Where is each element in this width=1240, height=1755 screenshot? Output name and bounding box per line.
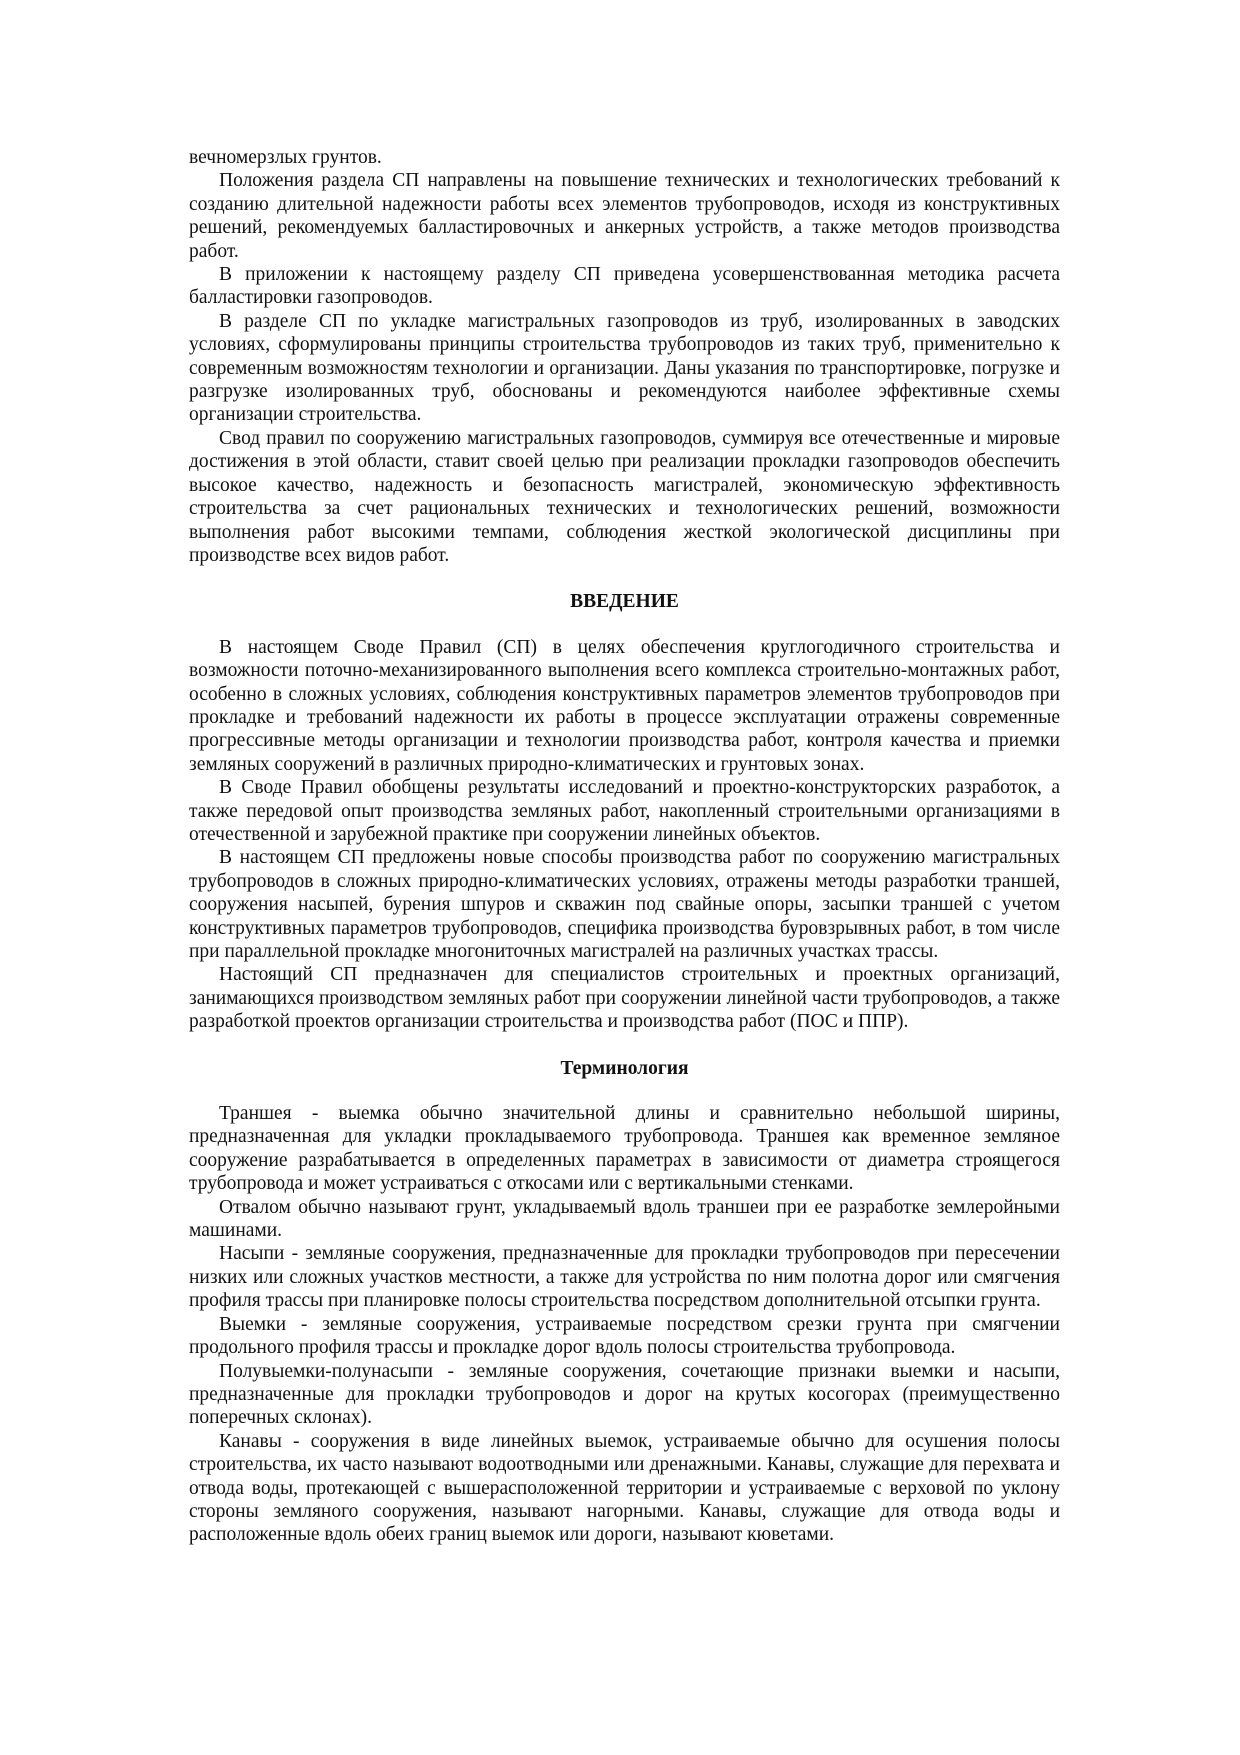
paragraph: В Своде Правил обобщены результаты исследований и проектно-конструкторских разработок, а также передовой опыт производства земляных работ, накопленный строительными организациями в отечественной и зарубежной практике при сооружении линейных объектов. [189,777,1060,845]
term-definition: Полувыемки-полунасыпи - земляные сооружения, сочетающие признаки выемки и насыпи, предназначенные для прокладки трубопроводов и дорог на крутых косогорах (преимущественно поперечных склонах). [189,1360,1060,1429]
paragraph: Свод правил по сооружению магистральных газопроводов, суммируя все отечественные и мировые достижения в этой области, ставит своей целью при реализации прокладки газопроводов обеспечить высокое качество, надежность и безопасность магистралей, экономическую эффективность строительства за счет рациональных технических и технологических решений, возможности выполнения работ высокими темпами, соблюдения жесткой экологической дисциплины при производстве всех видов работ. [189,427,1060,566]
term-definition: Канавы - сооружения в виде линейных выемок, устраиваемые обычно для осушения полосы строительства, их часто называют водоотводными или дренажными. Канавы, служащие для перехвата и отвода воды, протекающей с вышерасположенной территории и устраиваемые с верховой по уклону стороны земляного сооружения, называют нагорными. Канавы, служащие для отвода воды и расположенные вдоль обеих границ выемок или дороги, называют кюветами. [189,1430,1060,1546]
section-heading-terminology: Терминология [560,1057,689,1079]
paragraph: В настоящем СП предложены новые способы производства работ по сооружению магистральных трубопроводов в сложных природно-климатических условиях, отражены методы разработки траншей, сооружения насыпей, бурения шпуров и скважин под свайные опоры, засыпки траншей с учетом конструктивных параметров трубопроводов, специфика производства буровзрывных работ, в том числе при параллельной прокладке многониточных магистралей на различных участках трассы. [189,847,1060,962]
term-definition: Насыпи - земляные сооружения, предназначенные для прокладки трубопроводов при пересечении низких или сложных участков местности, а также для устройства по ним полотна дорог или смягчения профиля трассы при планировке полосы строительства посредством дополнительной отсыпки грунта. [189,1243,1060,1312]
term-definition: Отвалом обычно называют грунт, укладываемый вдоль траншеи при ее разработке землеройными машинами. [189,1196,1060,1242]
paragraph: В настоящем Своде Правил (СП) в целях обеспечения круглогодичного строительства и возможности поточно-механизированного выполнения всего комплекса строительно-монтажных работ, особенно в сложных условиях, соблюдения конструктивных параметров элементов трубопроводов при прокладке и требований надежности их работы в процессе эксплуатации отражены современные прогрессивные методы организации и технологии производства работ, контроля качества и приемки земляных сооружений в различных природно-климатических и грунтовых зонах. [189,636,1060,775]
paragraph: Положения раздела СП направлены на повышение технических и технологических требований к созданию длительной надежности работы всех элементов трубопроводов, исходя из конструктивных решений, рекомендуемых балластировочных и анкерных устройств, а также методов производства работ. [189,170,1060,262]
continued-paragraph: вечномерзлых грунтов. [189,147,382,168]
section-heading-introduction: ВВЕДЕНИЕ [570,591,679,613]
term-definition: Траншея - выемка обычно значительной длины и сравнительно небольшой ширины, предназначенная для укладки прокладываемого трубопровода. Траншея как временное земляное сооружение разрабатывается в определенных параметрах в зависимости от диаметра строящегося трубопровода и может устраиваться с откосами или с вертикальными стенками. [189,1103,1060,1195]
paragraph: В приложении к настоящему разделу СП приведена усовершенствованная методика расчета балластировки газопроводов. [189,264,1060,309]
document-page [189,146,1060,1547]
paragraph: Настоящий СП предназначен для специалистов строительных и проектных организаций, занимающихся производством земляных работ при сооружении линейной части трубопроводов, а также разработкой проектов организации строительства и производства работ (ПОС и ППР). [189,964,1060,1033]
paragraph: В разделе СП по укладке магистральных газопроводов из труб, изолированных в заводских условиях, сформулированы принципы строительства трубопроводов из таких труб, применительно к современным возможностям технологии и организации. Даны указания по транспортировке, погрузке и разгрузке изолированных труб, обоснованы и рекомендуются наиболее эффективные схемы организации строительства. [189,310,1060,426]
term-definition: Выемки - земляные сооружения, устраиваемые посредством срезки грунта при смягчении продольного профиля трассы и прокладке дорог вдоль полосы строительства трубопровода. [189,1313,1060,1359]
